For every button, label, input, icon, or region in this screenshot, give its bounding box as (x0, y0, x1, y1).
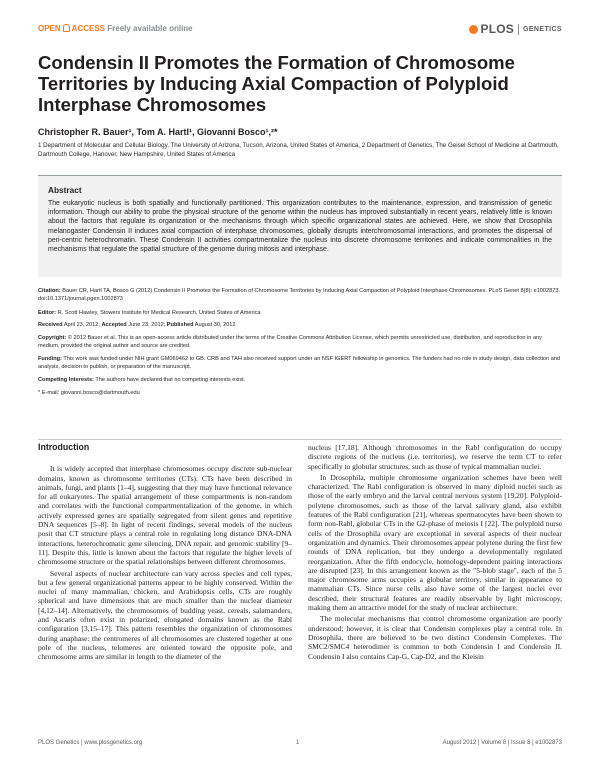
page-number: 1 (296, 740, 300, 746)
footer-journal-site: PLOS Genetics | www.plosgenetics.org (38, 740, 143, 746)
received-date: April 23, 2012; (63, 322, 100, 328)
competing-interests-line (38, 377, 562, 385)
footer-issue-info: August 2012 | Volume 8 | Issue 8 | e1002873 (442, 740, 562, 746)
open-access-banner (38, 24, 193, 33)
competing-text: The authors have declared that no competing interests exist. (95, 377, 246, 383)
funding-line (38, 356, 562, 371)
plos-logo-text: PLOS (480, 22, 515, 36)
journal-short-name: GENETICS (523, 25, 562, 33)
journal-header (38, 22, 562, 38)
abstract-heading: Abstract (48, 185, 82, 195)
received-label: Received (38, 322, 63, 328)
open-access-label: OPEN (38, 24, 61, 33)
section-divider (38, 439, 562, 440)
editor-line (38, 310, 562, 318)
citation-label: Citation: (38, 288, 61, 294)
body-column-right (308, 443, 562, 663)
citation-line (38, 288, 562, 303)
affiliations: 1 Department of Molecular and Cellular Biology, The University of Arizona, Tucson, Arizona, United States of America, 2 Department of Genetics, The Geisel School of Medicine at Dartmouth, Dartmouth College, Hanover, New Hampshire, United States of America (38, 142, 559, 158)
abstract-box (38, 175, 562, 277)
published-label: Published (166, 322, 194, 328)
funding-text: This work was funded under NIH grant GM069462 to GB. CRB and TAH also received support under an NSF IGERT fellowship in genomics. The funders had no role in study design, data collection and analysis, decision to publish, or preparation of the manuscript. (38, 356, 561, 370)
introduction-heading: Introduction (38, 442, 90, 452)
copyright-label: Copyright: (38, 335, 67, 341)
intro-paragraph-4: The molecular mechanisms that control chromosome organization are poorly understood; however, it is clear that Condensin complexes play a central role. In Drosophila, there are believed to be two distinct Condensin Complexes. The SMC2/SMC4 heterodimer is common to both Condensin I and Condensin II. Condensin I also contains Cap-G, Cap-D2, and the Kleisin (308, 614, 562, 661)
body-column-left (38, 443, 292, 664)
copyright-text: © 2012 Bauer et al. This is an open-access article distributed under the terms of the Creative Commons Attribution License, which permits unrestricted use, distribution, and reproduction in any medium, provided the original author and source are credited. (38, 335, 542, 349)
plos-genetics-logo (469, 22, 562, 36)
intro-paragraph-3: In Drosophila, multiple chromosome organization schemes have been well characterized. The Rabl configuration is observed in many diploid nuclei such as those of the early embryo and the larval central nervous system [19,20]. Polyploid-polytene chromosomes, such as those of the larval salivary gland, also exhibit features of the Rabl configuration [21], whereas spermatocytes have been shown to form non-Rabl, globular CTs in the G2-phase of meiosis I [22]. The polyploid nurse cells of the Drosophila ovary are exceptional in several aspects of their nuclear organization and dynamics. Their chromosomes appear polytene during the first few rounds of DNA replication, but they undergo a developmentally regulated reorganization. After the fifth endocycle, homology-dependent pairing interactions are disrupted [23]. In this arrangement known as the "5-blob stage", each of the 5 major chromosome arms occupies a globular territory, similar in appearance to mammalian CTs. Since nurse cells also have some of the largest nuclei ever described, their structural features are readily observable by light microscopy, making them an attractive model for the study of nuclear architecture. (308, 472, 562, 613)
email-line (38, 390, 562, 398)
citation-text: Bauer CR, Hartl TA, Bosco G (2012) Condensin II Promotes the Formation of Chromosome Territories by Inducing Axial Compaction of Polyploid Interphase Chromosomes. PLoS Genet 8(8): e1002873. doi:10.1371/journal.pgen.1002873 (38, 288, 561, 302)
intro-paragraph-2-continued: nucleus [17,18]. Although chromosomes in the Rabl configuration do occupy discrete regions of the nucleus (i.e. territories), we reserve the term CT to refer specifically to globular structures, such as those of typical mammalian nuclei. (308, 443, 562, 471)
freely-available-label: Freely available online (107, 24, 193, 33)
author-list: Christopher R. Bauer¹, Tom A. Hartl¹, Giovanni Bosco¹,²* (38, 127, 278, 137)
accepted-date: June 23, 2012; (128, 322, 166, 328)
article-title: Condensin II Promotes the Formation of Chromosome Territories by Inducing Axial Compaction of Polyploid Interphase Chromosomes (38, 52, 515, 115)
funding-label: Funding: (38, 356, 62, 362)
access-label: ACCESS (71, 24, 106, 33)
editor-text: R. Scott Hawley, Stowers Institute for Medical Research, United States of America (57, 310, 261, 316)
corresponding-email: * E-mail: giovanni.bosco@dartmouth.edu (38, 390, 140, 396)
accepted-label: Accepted (101, 322, 127, 328)
published-date: August 30, 2012 (194, 322, 236, 328)
editor-label: Editor: (38, 310, 57, 316)
dates-line (38, 322, 562, 330)
open-access-lock-icon (63, 24, 70, 32)
competing-label: Competing Interests: (38, 377, 94, 383)
plos-logo-icon (469, 25, 478, 34)
intro-paragraph-1: It is widely accepted that interphase chromosomes occupy discrete sub-nuclear domains, known as chromosome territories (CTs). CTs have been described in animals, fungi, and plants [1–4], suggesting that they may have functional relevance for all eukaryotes. The spatial arrangement of these compartments is non-random and correlates with the functional compartmentalization of the genome, in which actively expressed genes are spatially segregated from silent genes and repetitive DNA sequences [5–8]. In light of recent findings, several models of the nucleus posit that CT structure plays a central role in regulating long distance DNA-DNA interactions, heterochromatic gene silencing, DNA repair, and genomic stability [9–11]. Despite this, little is known about the factors that regulate the higher levels of chromosome structure or the spatial relationships between different chromosomes. (38, 464, 292, 567)
abstract-text: The eukaryotic nucleus is both spatially and functionally partitioned. This organization contributes to the maintenance, expression, and transmission of genetic information. Though our ability to probe the physical structure of the genome within the nucleus has improved substantially in recent years, relatively little is known about the factors that regulate its organization or the mechanisms through which specific organizational states are achieved. Here, we show that Drosophila melanogaster Condensin II induces axial compaction of interphase chromosomes, globally disrupts interchromosomal interactions, and promotes the dispersal of peri-centric heterochromatin. These Condensin II activities compartmentalize the nucleus into discrete chromosome territories and indicate commonalities in the mechanisms that regulate the spatial structure of the genome during mitosis and interphase. (48, 200, 552, 254)
intro-paragraph-2: Several aspects of nuclear architecture can vary across species and cell types, but a few general organizational patterns appear to be highly conserved. Within the nuclei of many mammalian, chicken, and Arabidopsis cells, CTs are roughly spherical and have dimensions that are much smaller than the nuclear diameter [4,12–14]. Alternatively, the chromosomes of budding yeast, cereals, salamanders, and Ascaris often exist in polarized, elongated domains known as the Rabl configuration [3,15–17]. This pattern resembles the organization of chromosomes during anaphase: the centromeres of all chromosomes are clustered together at one pole of the nucleus, telomeres are oriented toward the opposite pole, and chromosome arms are similar in length to the diameter of the (38, 568, 292, 662)
logo-divider (518, 24, 519, 35)
copyright-line (38, 335, 562, 350)
